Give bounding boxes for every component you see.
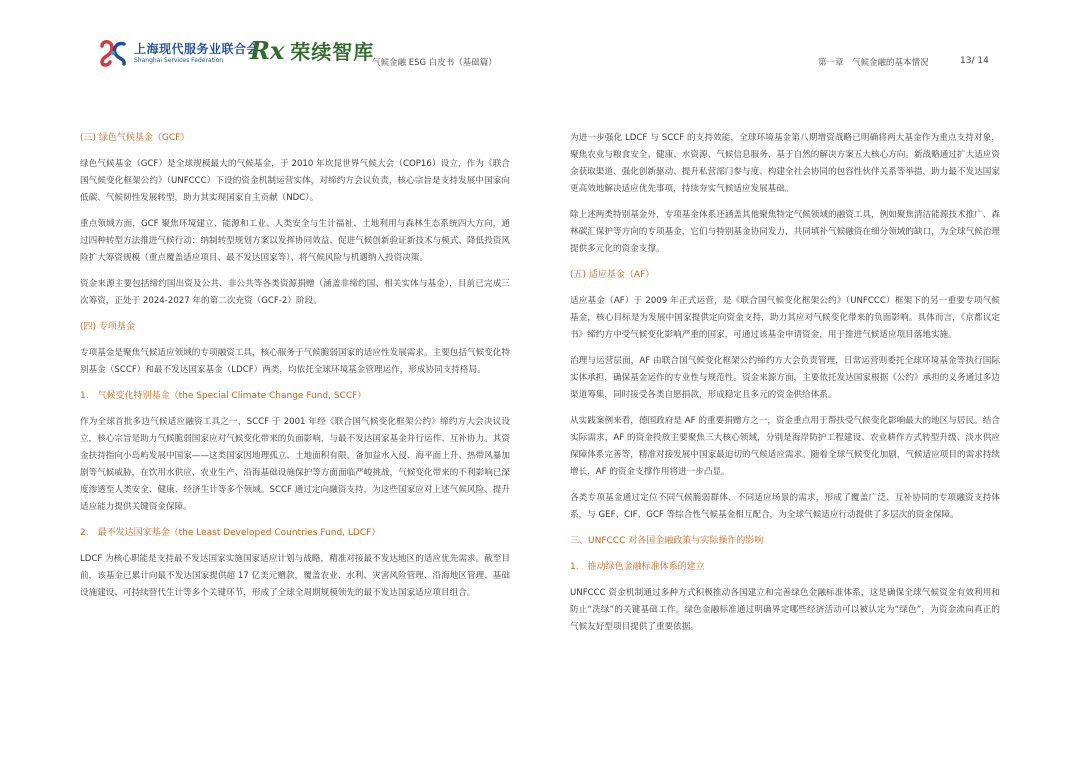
ssf-logo (98, 38, 259, 68)
rongxu-logo-cn: 荣续智库 (290, 40, 375, 64)
chapter-title: 第一章 气候金融的基本情况 (818, 58, 929, 68)
rongxu-logo (250, 36, 374, 65)
paragraph: 为进一步强化 LDCF 与 SCCF 的支持效能，全球环境基金第八期增资战略已明确将两大基金作为重点支持对象，聚焦农业与粮食安全、健康、水资源、气候信息服务、基于自然的解决方案五大核心方向。新战略通过扩大适应资金获取渠道、强化创新驱动、提升私营部门参与度、构建全社会协同的包容性伙伴关系等举措，助力最不发达国家更高效地解决适应优先事项，持续夯实气候适应发展基础。 (570, 133, 1000, 194)
section-heading-unfccc-impact: 三、UNFCCC 对各国金融政策与实际操作的影响 (570, 536, 764, 546)
paragraph: UNFCCC 资金机制通过多种方式积极推动各国建立和完善绿色金融标准体系，这是确保全球气候资金有效利用和防止“洗绿”的关键基础工作。绿色金融标准通过明确界定哪些经济活动可以被认定为“绿色”，为资金流向真正的气候友好型项目提供了重要依据。 (570, 588, 1000, 632)
page-number: 13/ 14 (960, 56, 989, 66)
document-title: 气候金融 ESG 白皮书（基础篇） (372, 58, 497, 68)
paragraph: 治理与运营层面，AF 由联合国气候变化框架公约缔约方大会负责管理，日常运营则委托全球环境基金等执行国际实体承担，确保基金运作的专业性与规范性。资金来源方面，主要依托发达国家根据《公约》承担的义务通过多边渠道筹集，同时接受各类自愿捐款，形成稳定且多元的资金供给体系。 (570, 356, 1000, 400)
page-header (0, 0, 1080, 100)
paragraph: 从实践案例来看，德国政府是 AF 的重要捐赠方之一，资金重点用于帮扶受气候变化影响最大的地区与居民。结合实际需求，AF 的资金投放主要聚焦三大核心领域，分别是海岸防护工程建设、农业耕作方式转型升级、淡水供应保障体系完善等，精准对接发展中国家最迫切的气候适应需求。随着全球气候变化加剧，气候适应项目的需求持续增长，AF 的资金支撑作用将进一步凸显。 (570, 416, 1000, 477)
paragraph: 作为全球首批多边气候适应融资工具之一，SCCF 于 2001 年经《联合国气候变化框架公约》缔约方大会决议设立，核心宗旨是助力气候脆弱国家应对气候变化带来的负面影响，与最不发达国家基金并行运作、互补协力。其资金扶持指向小岛屿发展中国家——这类国家因地理孤立、土地面积有限，备加益水入侵、海平面上升、热带风暴加剧等气候威胁，在饮用水供应、农业生产、沿海基础设施保护等方面面临严峻挑战，气候变化带来的不利影响已深度渗透至人类安全、健康、经济生计等多个领域。SCCF 通过定向融资支持，为这些国家应对上述气候风险、提升适应能力提供关键资金保障。 (80, 417, 510, 512)
subsection-heading-sccf: 1. 气候变化特别基金（the Special Climate Change Fund, SCCF） (80, 391, 367, 401)
subsection-heading-ldcf: 2. 最不发达国家基金（the Least Developed Countries Fund, LDCF） (80, 528, 381, 538)
section-heading-gcf: (三) 绿色气候基金（GCF） (80, 133, 190, 143)
paragraph: 重点领域方面，GCF 聚焦环境建立、能源和工业、人类安全与生计福祉、土地利用与森林生态系统四大方向，通过四种转型方法推进气候行动：纳制转型规划方案以发挥协同效益、促进气候创新验证新技术与模式、降低投资风险扩大筹资规模（重点覆盖适应项目、最不发达国家等）、将气候风险与机遇纳入投资决策。 (80, 219, 510, 263)
ssf-logo-cn: 上海现代服务业联合会 (134, 41, 260, 56)
paragraph: 资金来源主要包括缔约国出资及公共、非公共等各类资源捐赠（涵盖非缔约国、相关实体与基金），目前已完成三次筹资，正处于 2024-2027 年的第二次充资（GCF-2）阶段。 (80, 279, 510, 306)
paragraph: 除上述两类特别基金外，专项基金体系还涵盖其他聚焦特定气候领域的融资工具，例如聚焦清洁能源技术推广、森林碳汇保护等方向的专项基金，它们与特别基金协同发力，共同填补气候融资在细分领域的缺口，为全球气候治理提供多元化的资金支撑。 (570, 210, 1000, 254)
rongxu-logo-mark: Rx (250, 36, 285, 65)
section-heading-af: (五) 适应基金（AF） (570, 270, 655, 280)
paragraph: 适应基金（AF）于 2009 年正式运营，是《联合国气候变化框架公约》（UNFCCC）框架下的另一重要专项气候基金，核心目标是为发展中国家提供定向资金支持，助力其应对气候变化带来的负面影响。具体而言，《京都议定书》缔约方中受气候变化影响严重的国家，可通过该基金申请资金，用于推进气候适应项目落地实施。 (570, 296, 1000, 340)
paragraph: 绿色气候基金（GCF）是全球规模最大的气候基金，于 2010 年坎昆世界气候大会（COP16）设立，作为《联合国气候变化框架公约》（UNFCCC）下设的资金机制运营实体，对缔约方会议负责，核心宗旨是支持发展中国家向低碳、气候韧性发展转型，助力其实现国家自主贡献（NDC）。 (80, 159, 510, 203)
right-column (570, 130, 1000, 645)
ssf-logo-icon (98, 38, 128, 68)
left-column (80, 130, 510, 611)
section-heading-special-funds: (四) 专项基金 (80, 322, 135, 332)
subsection-heading-green-standards: 1. 推动绿色金融标准体系的建立 (570, 562, 705, 572)
paragraph: 专项基金是聚焦气候适应领域的专项融资工具，核心服务于气候脆弱国家的适应性发展需求。主要包括气候变化特别基金（SCCF）和最不发达国家基金（LDCF）两类，均依托全球环境基金管理运作，形成协同支持格局。 (80, 348, 510, 375)
paragraph: LDCF 为核心职能是支持最不发达国家实施国家适应计划与战略，精准对接最不发达地区的适应优先需求。截至目前，该基金已累计向最不发达国家提供超 17 亿美元赠款，覆盖农业、水利、灾害风险管理、沿海地区管理、基础设施建设、可持续替代生计等多个关键环节，形成了全球全周期规模领先的最不发达国家适应项目组合。 (80, 554, 510, 598)
paragraph: 各类专项基金通过定位不同气候脆弱群体、不同适应场景的需求，形成了覆盖广泛、互补协同的专项融资支持体系，与 GEF、CIF、GCF 等综合性气候基金相互配合，为全球气候适应行动提供了多层次的资金保障。 (570, 493, 1000, 520)
ssf-logo-en: Shanghai Services Federation (134, 56, 224, 64)
